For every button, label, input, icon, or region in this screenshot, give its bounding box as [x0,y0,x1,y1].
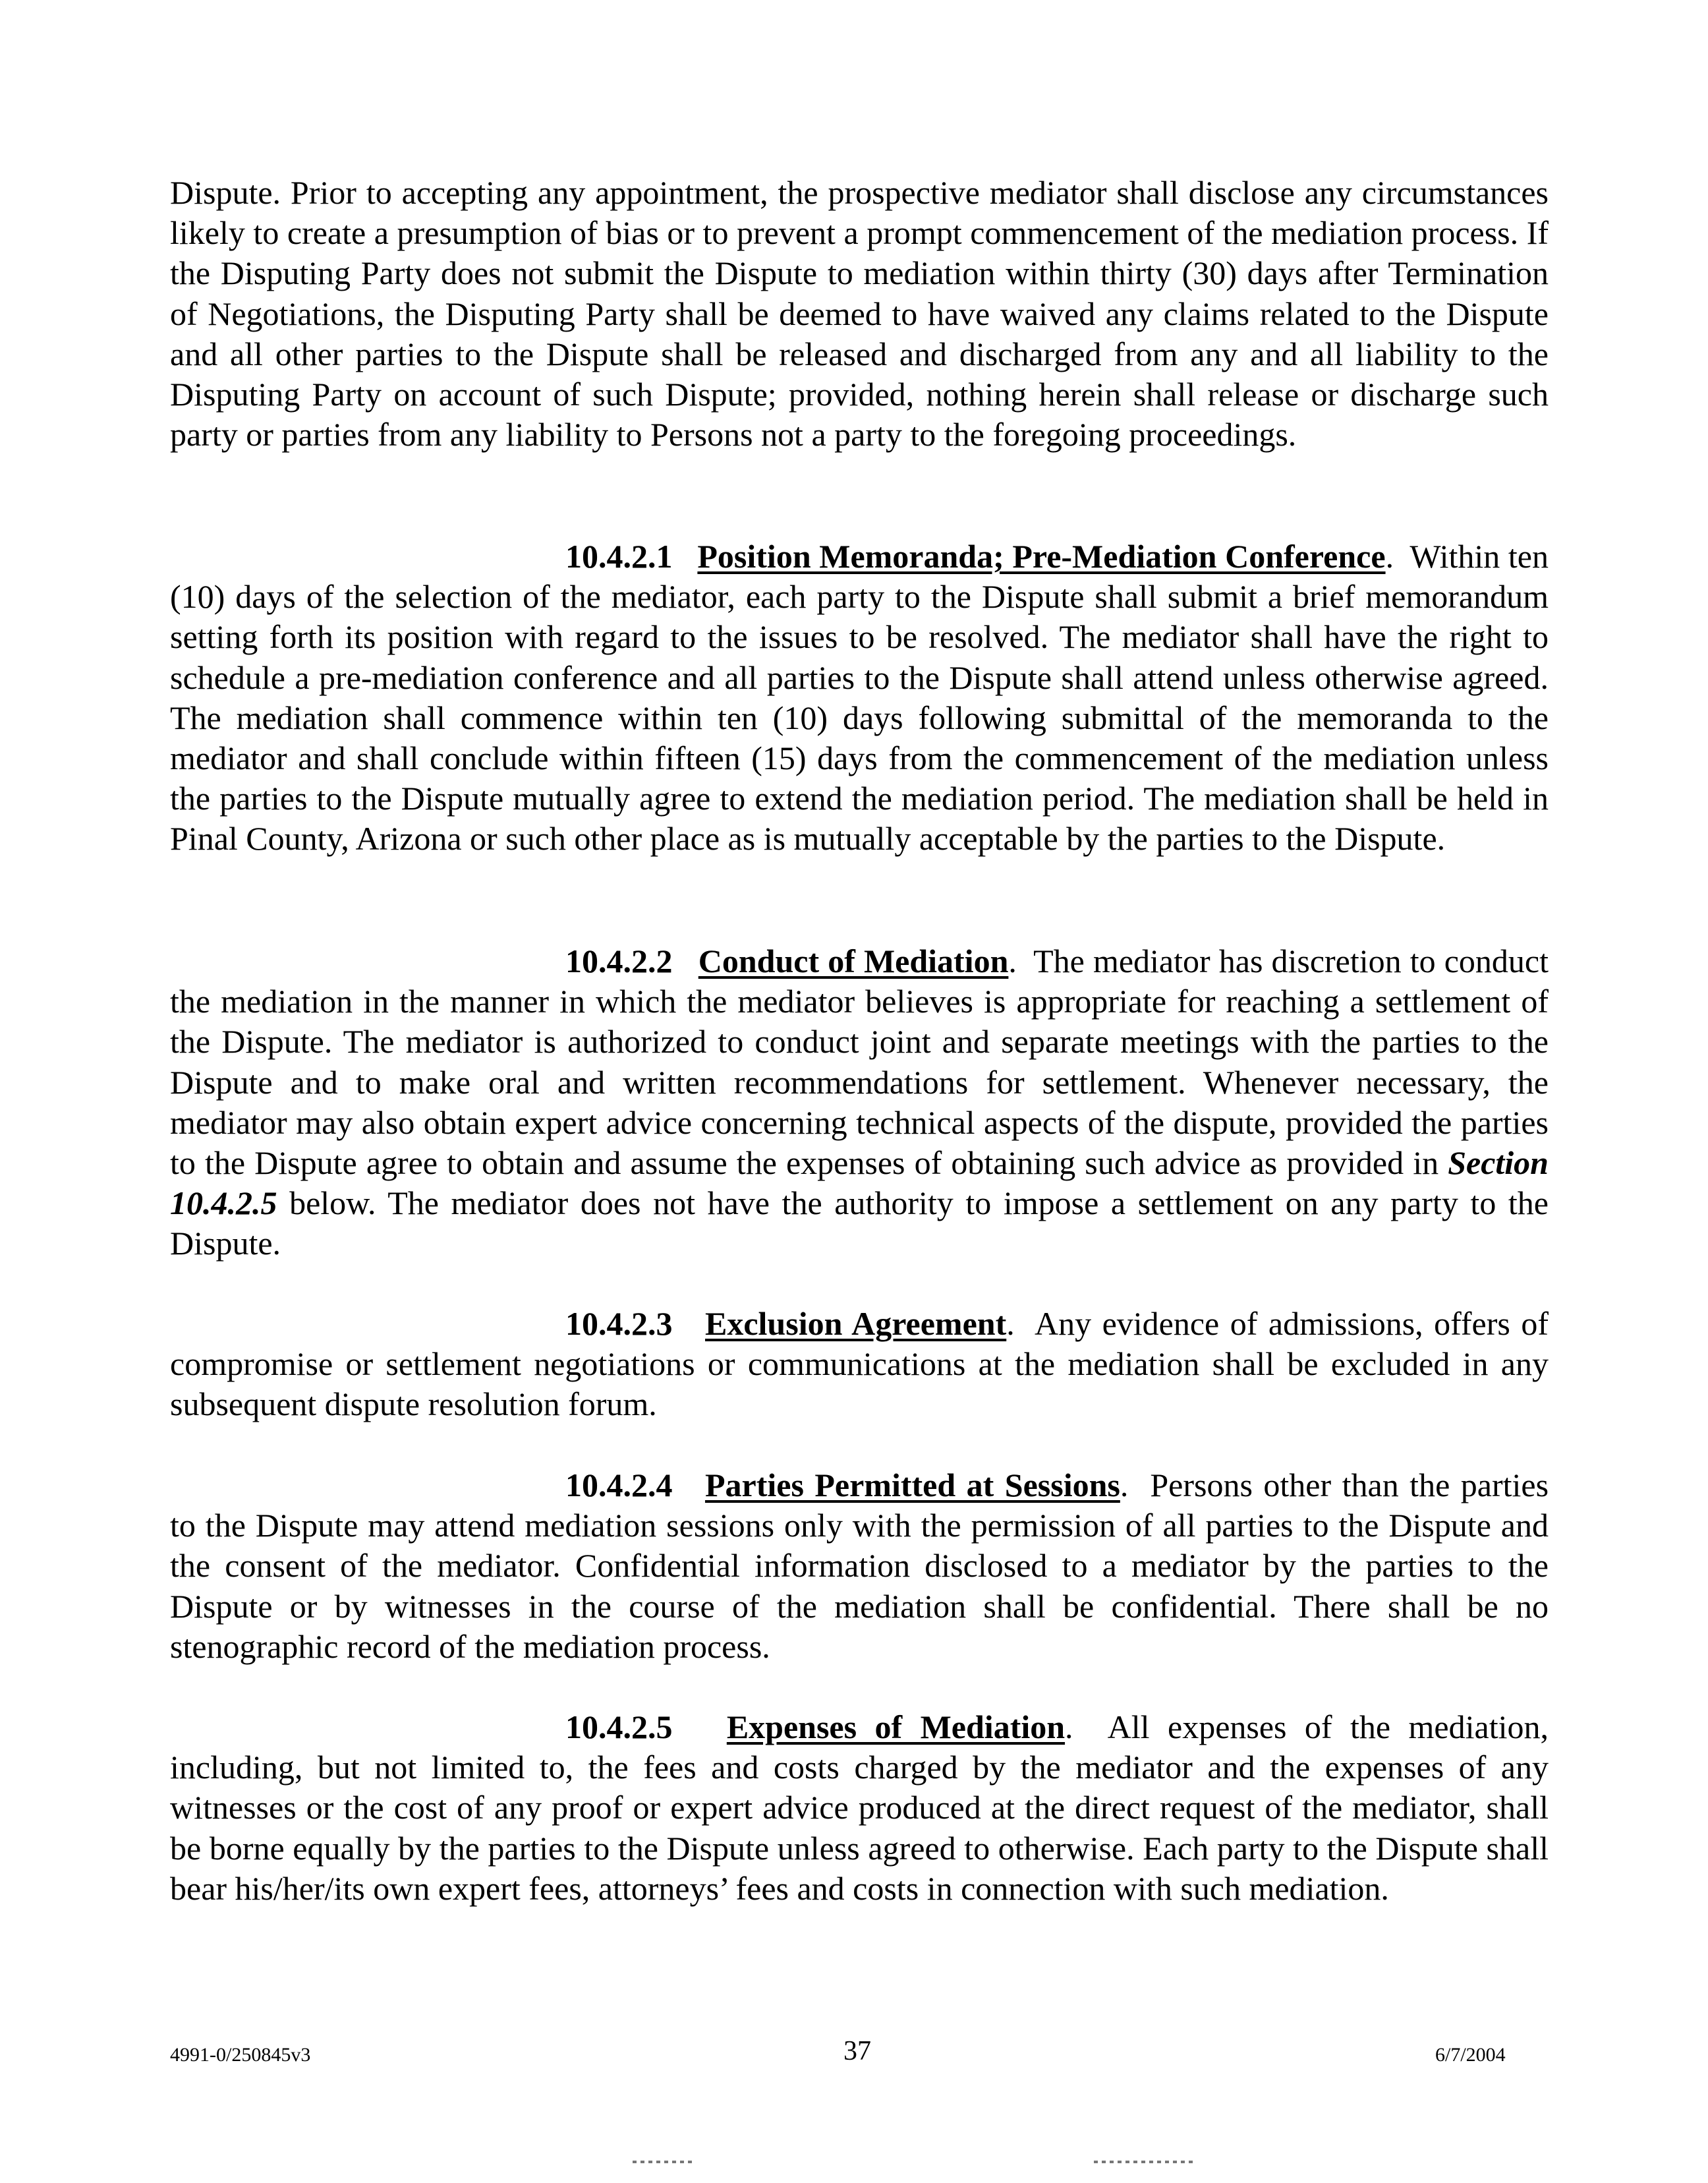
section-body: Within ten (10) days of the selection of the mediator, each party to the Dispute shall submit a brief memorandum setting forth its position with regard to the issues to be resolved. The mediator shall have the right to schedule a pre-mediation conference and all parties to the Dispute shall attend unless otherwise agreed. The mediation shall commence within ten (10) days following submittal of the memoranda to the mediator and shall conclude within fifteen (15) days from the commencement of the mediation unless the parties to the Dispute mutually agree to extend the mediation period. The mediation shall be held in Pinal County, Arizona or such other place as is mutually acceptable by the parties to the Dispute. [170,538,1549,858]
section-number: 10.4.2.5 [565,1708,673,1745]
section-body: All expenses of the mediation, including, but not limited to, the fees and costs charged by the mediator and the expenses of any witnesses or the cost of any proof or expert advice produced at the direct request of the mediator, shall be borne equally by the parties to the Dispute unless agreed to otherwise. Each party to the Dispute shall bear his/her/its own expert fees, attorneys’ fees and costs in connection with such mediation. [170,1708,1549,1907]
scan-artifact-mark [1094,2161,1193,2163]
section-title: Conduct of Mediation [698,943,1009,979]
section-body: Any evidence of admissions, offers of compromise or settlement negotiations or communications at the mediation shall be excluded in any subsequent dispute resolution forum. [170,1305,1549,1423]
section-body-continued: below. The mediator does not have the authority to impose a settlement on any party to the Dispute. [170,1184,1549,1262]
paragraph-text: Dispute. Prior to accepting any appointment, the prospective mediator shall disclose any circumstances likely to create a presumption of bias or to prevent a prompt commencement of the mediation process. If the Disputing Party does not submit the Dispute to mediation within thirty (30) days after Termination of Negotiations, the Disputing Party shall be deemed to have waived any claims related to the Dispute and all other parties to the Dispute shall be released and discharged from any and all liability to the Disputing Party on account of such Dispute; provided, nothing herein shall release or discharge such party or parties from any liability to Persons not a party to the foregoing proceedings. [170,174,1549,453]
section-10-4-2-3: 10.4.2.3 Exclusion Agreement. Any evidence of admissions, offers of compromise or settlement negotiations or communications at the mediation shall be excluded in any subsequent dispute resolution forum. [170,1305,1549,1423]
section-body: Persons other than the parties to the Dispute may attend mediation sessions only with the permission of all parties to the Dispute and the consent of the mediator. Confidential information disclosed to a mediator by the parties to the Dispute or by witnesses in the course of the mediation shall be confidential. There shall be no stenographic record of the mediation process. [170,1467,1549,1665]
section-number: 10.4.2.4 [565,1467,673,1503]
footer-date: 6/7/2004 [1435,2044,1506,2066]
section-10-4-2-5: 10.4.2.5 Expenses of Mediation. All expenses of the mediation, including, but not limited to, the fees and costs charged by the mediator and the expenses of any witnesses or the cost of any proof or expert advice produced at the direct request of the mediator, shall be borne equally by the parties to the Dispute unless agreed to otherwise. Each party to the Dispute shall bear his/her/its own expert fees, attorneys’ fees and costs in connection with such mediation. [170,1708,1549,1907]
section-title: Expenses of Mediation [726,1708,1066,1745]
section-title: Exclusion Agreement [705,1305,1007,1342]
section-number: 10.4.2.3 [565,1305,673,1342]
paragraph-dispute-continuation [170,173,1549,455]
section-title: Position Memoranda; Pre-Mediation Conference [697,538,1386,575]
section-cross-reference: Section 10.4.2.5 [170,1144,1549,1222]
section-body: The mediator has discretion to conduct the mediation in the manner in which the mediator believes is appropriate for reaching a settlement of the Dispute. The mediator is authorized to conduct joint and separate meetings with the parties to the Dispute and to make oral and written recommendations for settlement. Whenever necessary, the mediator may also obtain expert advice concerning technical aspects of the dispute, provided the parties to the Dispute agree to obtain and assume the expenses of obtaining such advice as provided in [170,943,1549,1182]
section-number: 10.4.2.1 [565,538,673,575]
section-10-4-2-4: 10.4.2.4 Parties Permitted at Sessions. Persons other than the parties to the Dispute may attend mediation sessions only with the permission of all parties to the Dispute and the consent of the mediator. Confidential information disclosed to a mediator by the parties to the Dispute or by witnesses in the course of the mediation shall be confidential. There shall be no stenographic record of the mediation process. [170,1467,1549,1665]
footer-page-number: 37 [843,2036,871,2066]
footer-document-id: 4991-0/250845v3 [170,2044,311,2066]
section-10-4-2-1: 10.4.2.1 Position Memoranda; Pre-Mediation Conference. Within ten (10) days of the selection of the mediator, each party to the Dispute shall submit a brief memorandum setting forth its position with regard to the issues to be resolved. The mediator shall have the right to schedule a pre-mediation conference and all parties to the Dispute shall attend unless otherwise agreed. The mediation shall commence within ten (10) days following submittal of the memoranda to the mediator and shall conclude within fifteen (15) days from the commencement of the mediation unless the parties to the Dispute mutually agree to extend the mediation period. The mediation shall be held in Pinal County, Arizona or such other place as is mutually acceptable by the parties to the Dispute. [170,538,1549,858]
section-10-4-2-2: 10.4.2.2 Conduct of Mediation. The mediator has discretion to conduct the mediation in the manner in which the mediator believes is appropriate for reaching a settlement of the Dispute. The mediator is authorized to conduct joint and separate meetings with the parties to the Dispute and to make oral and written recommendations for settlement. Whenever necessary, the mediator may also obtain expert advice concerning technical aspects of the dispute, provided the parties to the Dispute agree to obtain and assume the expenses of obtaining such advice as provided in Section 10.4.2.5 below. The mediator does not have the authority to impose a settlement on any party to the Dispute. [170,943,1549,1262]
scan-artifact-mark [633,2161,692,2163]
section-number: 10.4.2.2 [565,943,673,979]
section-title: Parties Permitted at Sessions [704,1467,1120,1503]
